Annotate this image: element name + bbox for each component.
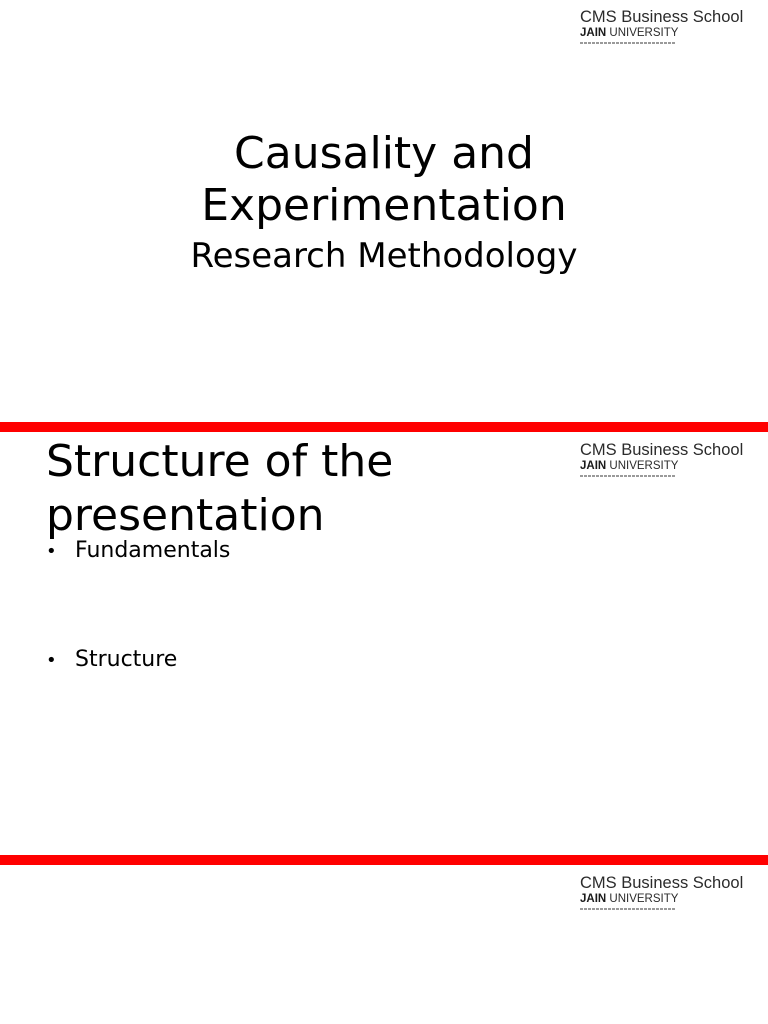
slide-heading: Structure of the presentation	[46, 436, 394, 541]
cms-jain-logo	[580, 8, 760, 44]
cms-jain-logo	[580, 874, 760, 910]
logo-university-rest: UNIVERSITY	[606, 27, 679, 39]
logo-fine-print	[580, 42, 676, 44]
bullet-text: Fundamentals	[75, 538, 231, 563]
slide-title	[0, 0, 768, 422]
bullet-text: Structure	[75, 647, 178, 672]
bullet-item	[46, 646, 230, 675]
logo-school-name: CMS Business School	[580, 8, 744, 26]
logo-university-bold: JAIN	[580, 893, 607, 905]
slide-separator	[0, 855, 768, 865]
slide-main-title: Causality and Experimentation	[201, 128, 567, 231]
logo-university-name	[580, 893, 760, 906]
bullet-icon: •	[46, 650, 57, 671]
slide-structure	[0, 433, 768, 855]
logo-school-name: CMS Business School	[580, 441, 744, 459]
bullet-item	[46, 537, 230, 566]
logo-university-rest: UNIVERSITY	[606, 893, 679, 905]
logo-fine-print	[580, 475, 676, 477]
logo-university-bold: JAIN	[580, 460, 607, 472]
logo-university-rest: UNIVERSITY	[606, 460, 679, 472]
title-block	[0, 128, 768, 276]
slide-third	[0, 866, 768, 1024]
slide-subtitle: Research Methodology	[190, 236, 578, 276]
logo-school-name: CMS Business School	[580, 874, 744, 892]
cms-jain-logo	[580, 441, 760, 477]
bullet-list	[46, 537, 230, 675]
logo-university-name	[580, 27, 760, 40]
logo-university-bold: JAIN	[580, 27, 607, 39]
bullet-icon: •	[46, 541, 57, 562]
logo-university-name	[580, 460, 760, 473]
slide-separator	[0, 422, 768, 432]
logo-fine-print	[580, 908, 676, 910]
